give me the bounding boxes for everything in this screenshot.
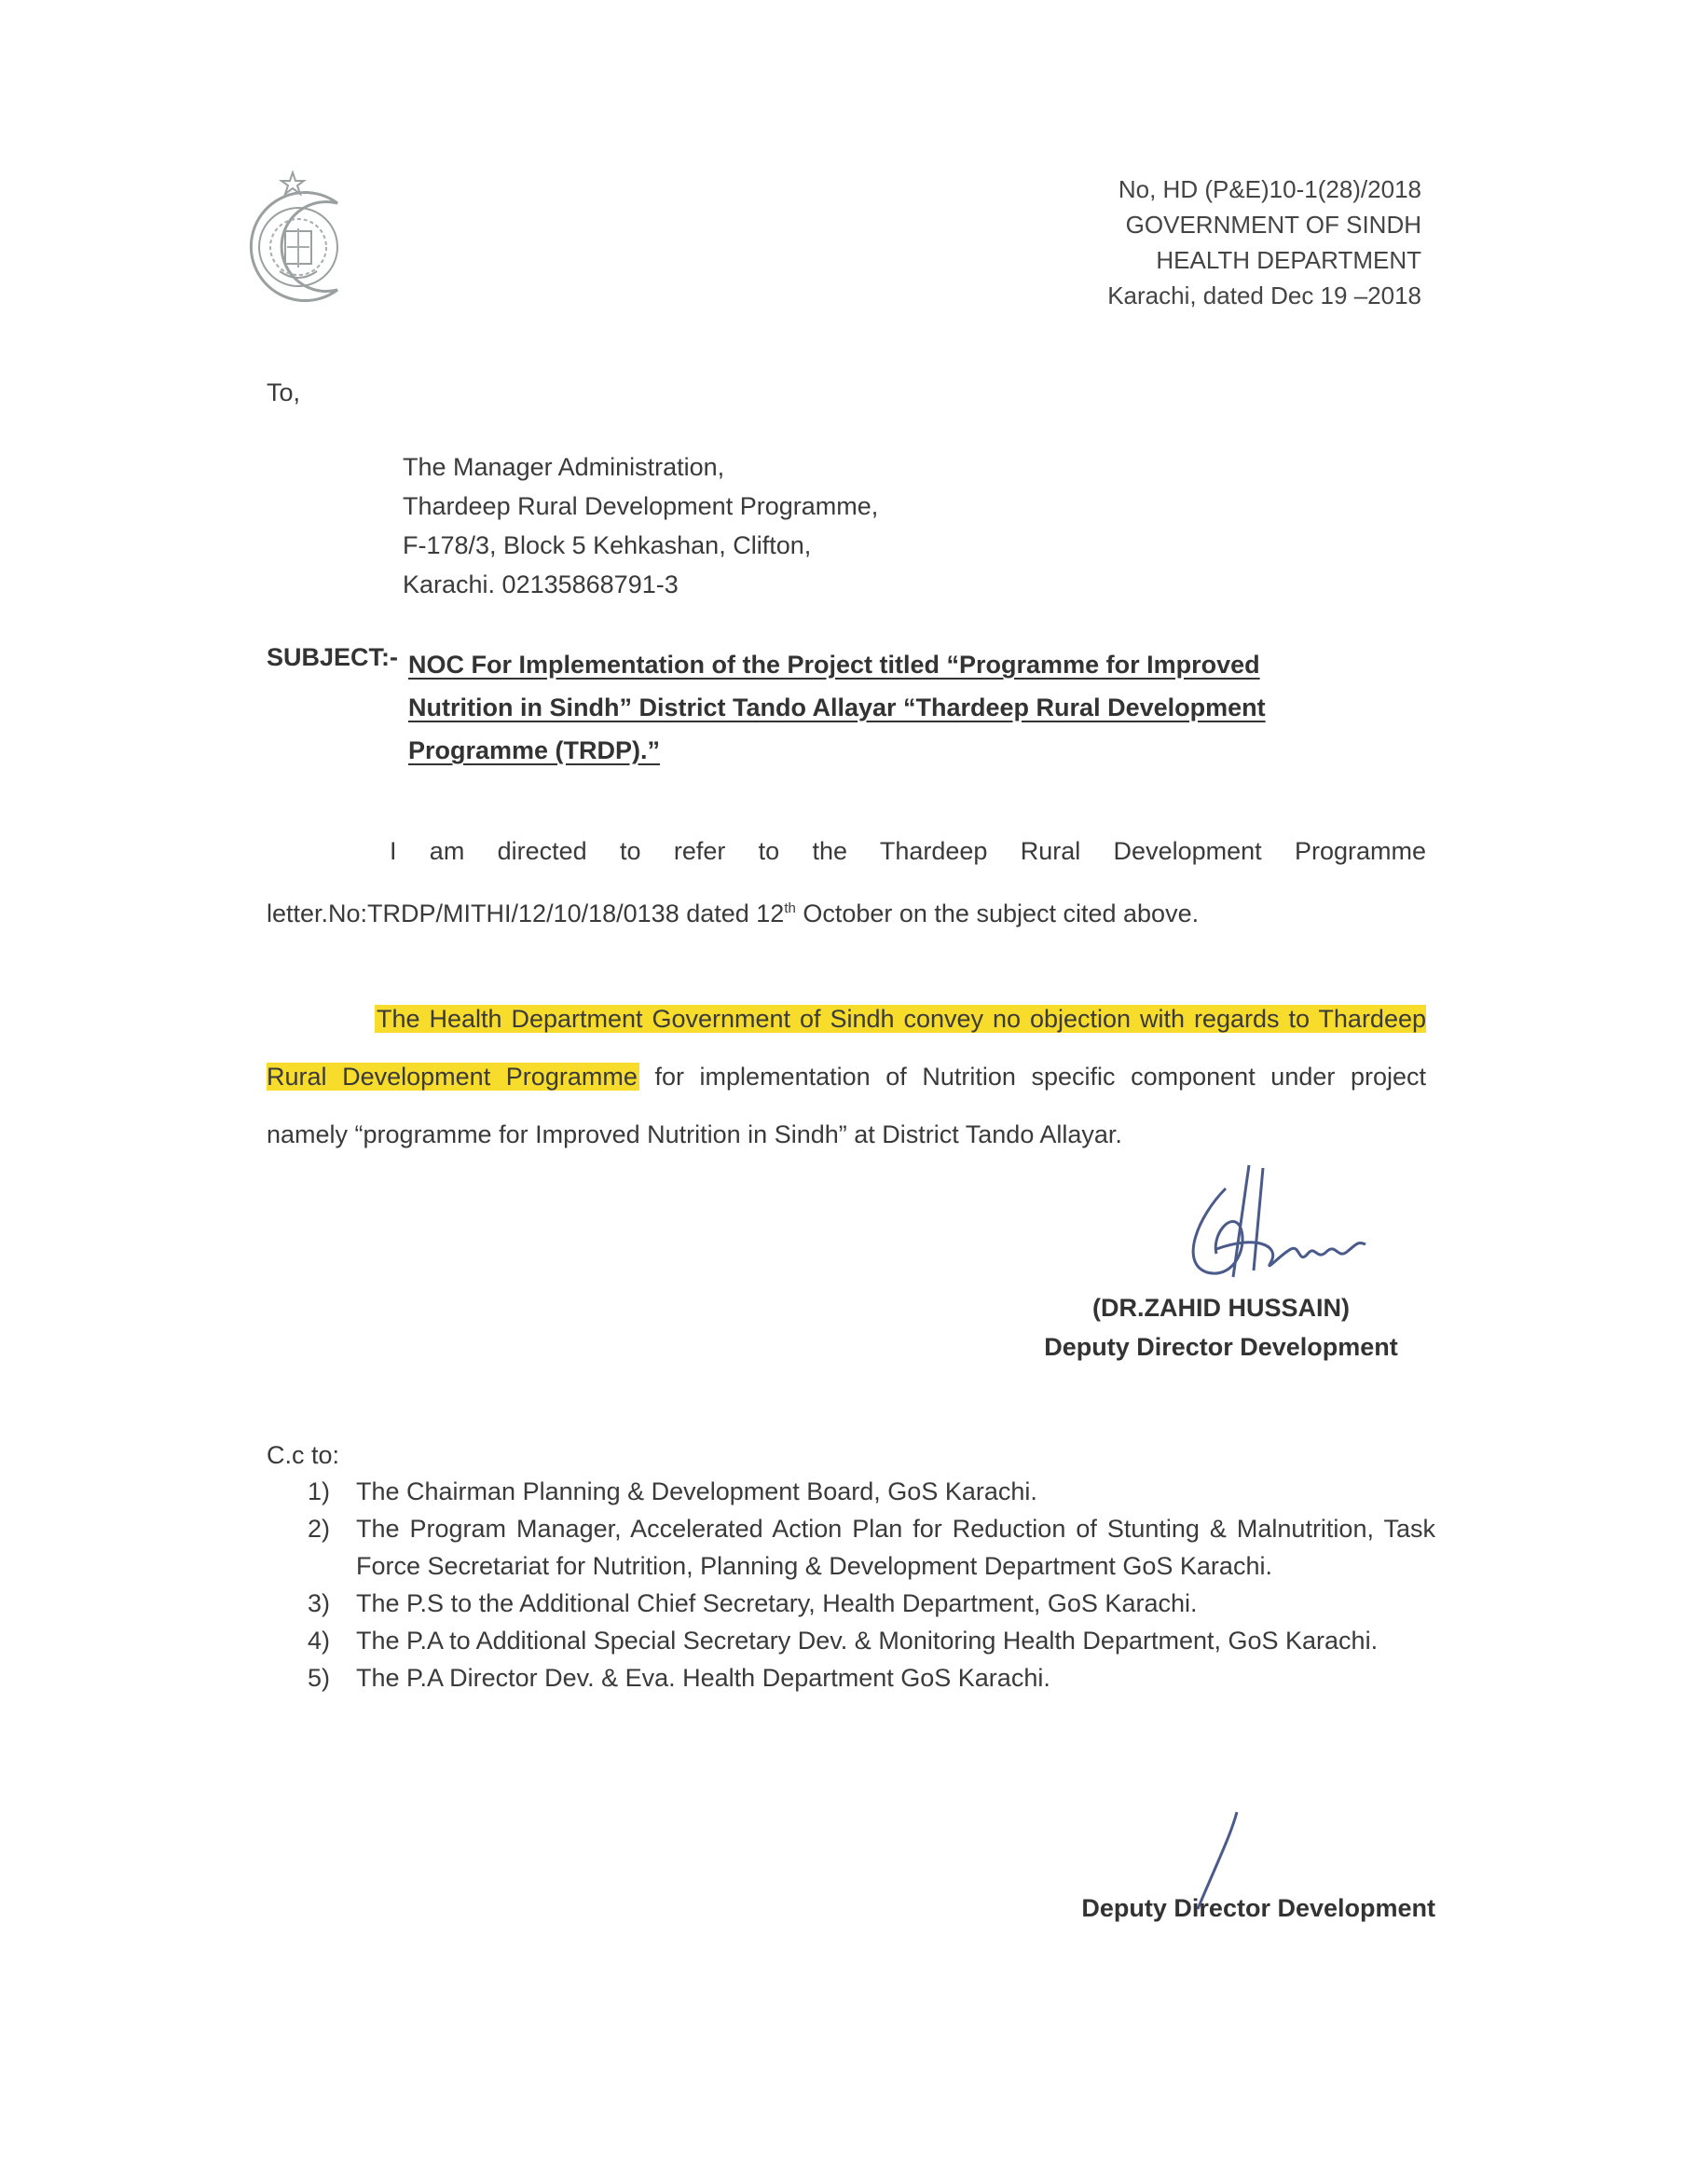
subject-text	[408, 643, 1350, 772]
paragraph-text: for implementation of Nutrition specific component under project namely “programme for Improved Nutrition in Sindh” at District Tando Allayar.	[267, 1063, 1426, 1148]
recipient-address	[403, 447, 878, 604]
recipient-line: Thardeep Rural Development Programme,	[403, 492, 879, 520]
letter-date: Karachi, dated Dec 19 –2018	[1107, 282, 1421, 309]
government-seal-logo	[244, 171, 365, 306]
cc-label: C.c to:	[267, 1441, 340, 1469]
subject-body: NOC For Implementation of the Project titled “Programme for Improved Nutrition in Sindh” District Tando Allayar “Thardeep Rural Development Programme (TRDP).”	[408, 651, 1266, 764]
list-number: 1)	[308, 1477, 331, 1505]
signatory-block	[1025, 1288, 1417, 1367]
superscript: th	[784, 900, 796, 916]
handwritten-signature	[1160, 1161, 1384, 1300]
list-text: The P.A to Additional Special Secretary Dev. & Monitoring Health Department, GoS Karachi.	[356, 1627, 1379, 1655]
list-text: The P.S to the Additional Chief Secretary, Health Department, GoS Karachi.	[356, 1589, 1198, 1617]
list-number: 5)	[308, 1664, 331, 1692]
list-text: The Chairman Planning & Development Board, GoS Karachi.	[356, 1477, 1037, 1505]
paragraph-text: October on the subject cited above.	[795, 900, 1200, 927]
recipient-line: F-178/3, Block 5 Kehkashan, Clifton,	[403, 531, 812, 559]
government-name: GOVERNMENT OF SINDH	[1125, 211, 1421, 239]
subject-label: SUBJECT:-	[267, 643, 399, 671]
reference-block	[1107, 172, 1421, 313]
reference-number: No, HD (P&E)10-1(28)/2018	[1118, 175, 1421, 203]
highlighted-text: The Health Department Government of Sindh convey no objection with regards to Thardeep Rural Development Programme	[267, 1005, 1426, 1091]
department-name: HEALTH DEPARTMENT	[1156, 246, 1421, 274]
list-item	[308, 1622, 1435, 1659]
signatory-name: (DR.ZAHID HUSSAIN)	[1092, 1294, 1350, 1322]
body-paragraph-1	[267, 822, 1426, 942]
list-item	[308, 1510, 1435, 1585]
list-number: 4)	[308, 1627, 331, 1655]
signatory-title: Deputy Director Development	[1044, 1333, 1398, 1361]
footer-signatory-title: Deputy Director Development	[1081, 1894, 1435, 1922]
cc-list	[308, 1473, 1435, 1696]
body-paragraph-2	[267, 990, 1426, 1163]
list-item	[308, 1585, 1435, 1622]
recipient-line: The Manager Administration,	[403, 453, 725, 481]
list-number: 3)	[308, 1589, 331, 1617]
list-text: The P.A Director Dev. & Eva. Health Department GoS Karachi.	[356, 1664, 1050, 1692]
salutation: To,	[267, 378, 301, 406]
list-text: The Program Manager, Accelerated Action Plan for Reduction of Stunting & Malnutrition, Task Force Secretariat for Nutrition, Planning & Development Department GoS Karachi.	[356, 1515, 1435, 1580]
list-item	[308, 1473, 1435, 1510]
paragraph-text: I am directed to refer to the Thardeep Rural Development Programme letter.No:TRDP/MITHI/12/10/18/0138 dated 12	[267, 837, 1426, 927]
list-number: 2)	[308, 1515, 331, 1543]
recipient-line: Karachi. 02135868791-3	[403, 570, 679, 598]
list-item	[308, 1659, 1435, 1696]
